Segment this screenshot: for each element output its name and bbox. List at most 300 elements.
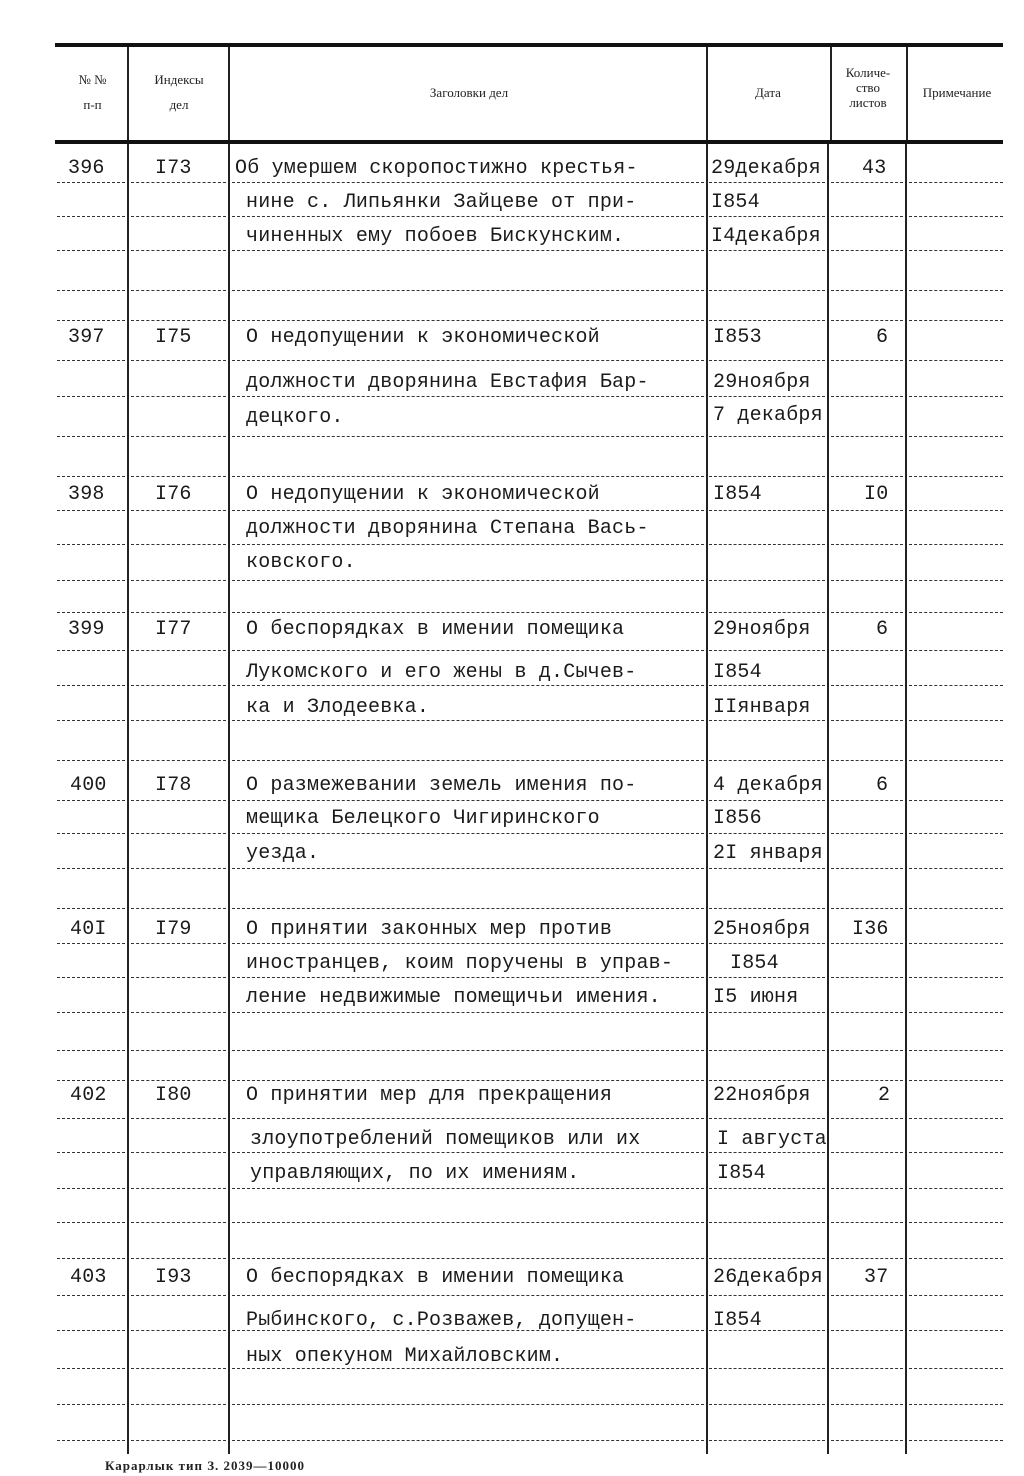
row-date-line: I856 bbox=[713, 807, 762, 830]
ruled-line bbox=[131, 580, 226, 581]
header-count-line1: Количе- bbox=[845, 65, 891, 80]
ruled-line bbox=[232, 800, 704, 801]
row-index: I80 bbox=[155, 1084, 192, 1107]
ruled-line bbox=[709, 1258, 825, 1259]
ruled-line bbox=[909, 1118, 1003, 1119]
row-number: 397 bbox=[68, 326, 105, 349]
header-number bbox=[60, 72, 125, 114]
ruled-line bbox=[831, 250, 903, 251]
ruled-line bbox=[57, 1152, 125, 1153]
header-title: Заголовки дел bbox=[429, 85, 509, 100]
ruled-line bbox=[57, 510, 125, 511]
row-date-line: 29ноября bbox=[713, 371, 811, 394]
row-date-line: 7 декабря bbox=[713, 404, 823, 427]
ruled-line bbox=[909, 250, 1003, 251]
ruled-line bbox=[709, 1152, 825, 1153]
ruled-line bbox=[57, 977, 125, 978]
ruled-line bbox=[131, 290, 226, 291]
ruled-line bbox=[57, 943, 125, 944]
row-sheet-count: 43 bbox=[862, 157, 887, 180]
row-sheet-count: I0 bbox=[864, 483, 889, 506]
row-title-line: О недопущении к экономической bbox=[246, 326, 600, 349]
ruled-line bbox=[831, 1012, 903, 1013]
ruled-line bbox=[909, 580, 1003, 581]
ruled-line bbox=[709, 868, 825, 869]
row-title-line: ных опекуном Михайловским. bbox=[246, 1345, 564, 1368]
ruled-line bbox=[909, 1188, 1003, 1189]
ruled-line bbox=[232, 650, 704, 651]
ruled-line bbox=[57, 250, 125, 251]
ruled-line bbox=[232, 1330, 704, 1331]
ruled-line bbox=[57, 1330, 125, 1331]
ruled-line bbox=[232, 1012, 704, 1013]
ruled-line bbox=[131, 612, 226, 613]
ruled-line bbox=[909, 290, 1003, 291]
ruled-line bbox=[909, 436, 1003, 437]
ruled-line bbox=[831, 216, 903, 217]
ruled-line bbox=[57, 833, 125, 834]
ruled-line bbox=[57, 216, 125, 217]
ruled-line bbox=[131, 396, 226, 397]
row-date-line: 29декабря bbox=[711, 157, 821, 180]
ruled-line bbox=[909, 760, 1003, 761]
ruled-line bbox=[709, 1368, 825, 1369]
ruled-line bbox=[232, 216, 704, 217]
ruled-line bbox=[232, 1222, 704, 1223]
ruled-line bbox=[131, 250, 226, 251]
row-number: 402 bbox=[70, 1084, 107, 1107]
ruled-line bbox=[909, 360, 1003, 361]
ruled-line bbox=[709, 320, 825, 321]
row-title-line: децкого. bbox=[246, 406, 344, 429]
row-index: I76 bbox=[155, 483, 192, 506]
ruled-line bbox=[57, 544, 125, 545]
row-date-line: I854 bbox=[717, 1162, 766, 1185]
row-title-line: О размежевании земель имения по- bbox=[246, 774, 637, 797]
ruled-line bbox=[57, 1118, 125, 1119]
ruled-line bbox=[131, 943, 226, 944]
row-sheet-count: 6 bbox=[876, 774, 889, 797]
ruled-line bbox=[909, 685, 1003, 686]
row-date-line: 4 декабря bbox=[713, 774, 823, 797]
row-title-line: чиненных ему побоев Бискунским. bbox=[246, 225, 625, 248]
header-note: Примечание bbox=[922, 85, 992, 100]
ruled-line bbox=[909, 868, 1003, 869]
ruled-line bbox=[57, 908, 125, 909]
ruled-line bbox=[909, 216, 1003, 217]
ruled-line bbox=[909, 800, 1003, 801]
ruled-line bbox=[709, 290, 825, 291]
header-count-line2: ство bbox=[855, 79, 880, 95]
ruled-line bbox=[709, 943, 825, 944]
ruled-line bbox=[831, 1152, 903, 1153]
ruled-line bbox=[57, 1258, 125, 1259]
ruled-line bbox=[709, 612, 825, 613]
ruled-line bbox=[909, 510, 1003, 511]
row-date-line: I августа bbox=[717, 1128, 827, 1151]
ruled-line bbox=[831, 360, 903, 361]
row-sheet-count: 6 bbox=[876, 618, 889, 641]
row-title-line: О недопущении к экономической bbox=[246, 483, 600, 506]
ruled-line bbox=[831, 1440, 903, 1441]
ruled-line bbox=[831, 977, 903, 978]
ruled-line bbox=[709, 1050, 825, 1051]
ruled-line bbox=[57, 1404, 125, 1405]
ruled-line bbox=[232, 1404, 704, 1405]
ruled-line bbox=[232, 544, 704, 545]
ruled-line bbox=[831, 685, 903, 686]
ruled-line bbox=[831, 510, 903, 511]
ruled-line bbox=[831, 1258, 903, 1259]
ruled-line bbox=[57, 1080, 125, 1081]
ruled-line bbox=[131, 1295, 226, 1296]
ruled-line bbox=[909, 943, 1003, 944]
ruled-line bbox=[131, 720, 226, 721]
row-title-line: ка и Злодеевка. bbox=[246, 696, 430, 719]
column-divider bbox=[127, 47, 129, 140]
ruled-line bbox=[909, 612, 1003, 613]
header-sheet-count bbox=[830, 66, 906, 111]
ruled-line bbox=[909, 182, 1003, 183]
ruled-line bbox=[709, 760, 825, 761]
row-number: 40I bbox=[70, 918, 107, 941]
ruled-line bbox=[909, 1295, 1003, 1296]
ruled-line bbox=[909, 1050, 1003, 1051]
row-date-line: I854 bbox=[730, 952, 779, 975]
row-sheet-count: 37 bbox=[864, 1266, 889, 1289]
column-divider bbox=[827, 144, 829, 1454]
row-date-line: I4декабря bbox=[711, 225, 821, 248]
row-title-line: нине с. Липьянки Зайцеве от при- bbox=[246, 191, 637, 214]
ruled-line bbox=[831, 1404, 903, 1405]
ruled-line bbox=[831, 182, 903, 183]
row-title-line: должности дворянина Степана Вась- bbox=[246, 517, 649, 540]
row-title-line: ковского. bbox=[246, 551, 356, 574]
ruled-line bbox=[709, 800, 825, 801]
ruled-line bbox=[232, 510, 704, 511]
ruled-line bbox=[131, 436, 226, 437]
row-index: I78 bbox=[155, 774, 192, 797]
ruled-line bbox=[232, 760, 704, 761]
ruled-line bbox=[831, 580, 903, 581]
ruled-line bbox=[57, 290, 125, 291]
ruled-line bbox=[57, 320, 125, 321]
ruled-line bbox=[831, 436, 903, 437]
row-title-line: управляющих, по их имениям. bbox=[250, 1162, 580, 1185]
ruled-line bbox=[57, 436, 125, 437]
ruled-line bbox=[831, 1222, 903, 1223]
ruled-line bbox=[709, 1330, 825, 1331]
ruled-line bbox=[232, 436, 704, 437]
ruled-line bbox=[131, 1440, 226, 1441]
header-date: Дата bbox=[755, 85, 781, 100]
ruled-line bbox=[909, 1080, 1003, 1081]
row-title-line: должности дворянина Евстафия Бар- bbox=[246, 371, 649, 394]
ruled-line bbox=[232, 320, 704, 321]
ruled-line bbox=[232, 1050, 704, 1051]
ruled-line bbox=[909, 1368, 1003, 1369]
ruled-line bbox=[831, 1330, 903, 1331]
row-date-line: I853 bbox=[713, 326, 762, 349]
header-index-line2: дел bbox=[169, 96, 189, 112]
ruled-line bbox=[909, 1440, 1003, 1441]
ruled-line bbox=[831, 1050, 903, 1051]
row-title-line: иностранцев, коим поручены в управ- bbox=[246, 952, 674, 975]
ruled-line bbox=[709, 720, 825, 721]
ruled-line bbox=[131, 833, 226, 834]
ruled-line bbox=[131, 1152, 226, 1153]
ruled-line bbox=[131, 1330, 226, 1331]
ruled-line bbox=[831, 320, 903, 321]
ruled-line bbox=[909, 320, 1003, 321]
row-date-line: 2I января bbox=[713, 842, 823, 865]
ruled-line bbox=[57, 360, 125, 361]
ruled-line bbox=[57, 760, 125, 761]
header-index-line1: Индексы bbox=[154, 72, 204, 87]
ruled-line bbox=[709, 1440, 825, 1441]
ruled-line bbox=[57, 612, 125, 613]
ruled-line bbox=[709, 216, 825, 217]
ruled-line bbox=[131, 908, 226, 909]
ruled-line bbox=[232, 868, 704, 869]
ruled-line bbox=[909, 476, 1003, 477]
ruled-line bbox=[131, 977, 226, 978]
ruled-line bbox=[709, 833, 825, 834]
row-date-line: 25ноября bbox=[713, 918, 811, 941]
ruled-line bbox=[831, 720, 903, 721]
ruled-line bbox=[232, 908, 704, 909]
ruled-line bbox=[232, 943, 704, 944]
ruled-line bbox=[909, 650, 1003, 651]
ruled-line bbox=[57, 1222, 125, 1223]
ruled-line bbox=[232, 1295, 704, 1296]
ruled-line bbox=[131, 1222, 226, 1223]
ruled-line bbox=[232, 977, 704, 978]
header-number-line2: п-п bbox=[83, 96, 102, 112]
ruled-line bbox=[131, 1368, 226, 1369]
row-title-line: О беспорядках в имении помещика bbox=[246, 1266, 625, 1289]
row-title-line: О принятии законных мер против bbox=[246, 918, 613, 941]
ruled-line bbox=[709, 396, 825, 397]
row-date-line: 29ноября bbox=[713, 618, 811, 641]
ruled-line bbox=[831, 833, 903, 834]
row-index: I75 bbox=[155, 326, 192, 349]
ruled-line bbox=[232, 1118, 704, 1119]
row-title-line: Рыбинского, с.Розважев, допущен- bbox=[246, 1309, 637, 1332]
ruled-line bbox=[57, 580, 125, 581]
ruled-line bbox=[831, 868, 903, 869]
ruled-line bbox=[709, 250, 825, 251]
header-count-line3: листов bbox=[849, 94, 887, 110]
row-date-line: I854 bbox=[711, 191, 760, 214]
ruled-line bbox=[831, 1118, 903, 1119]
ruled-line bbox=[909, 833, 1003, 834]
ruled-line bbox=[709, 650, 825, 651]
ruled-line bbox=[232, 833, 704, 834]
ruled-line bbox=[909, 396, 1003, 397]
column-divider bbox=[127, 144, 129, 1454]
ruled-line bbox=[232, 1368, 704, 1369]
ruled-line bbox=[709, 1188, 825, 1189]
ruled-line bbox=[232, 612, 704, 613]
ruled-line bbox=[831, 544, 903, 545]
row-number: 403 bbox=[70, 1266, 107, 1289]
row-index: I79 bbox=[155, 918, 192, 941]
ruled-line bbox=[909, 1152, 1003, 1153]
ruled-line bbox=[57, 1012, 125, 1013]
ruled-line bbox=[57, 1295, 125, 1296]
ruled-line bbox=[57, 182, 125, 183]
row-number: 400 bbox=[70, 774, 107, 797]
row-title-line: уезда. bbox=[246, 842, 320, 865]
ruled-line bbox=[232, 1152, 704, 1153]
ruled-line bbox=[709, 1404, 825, 1405]
ruled-line bbox=[232, 720, 704, 721]
ruled-line bbox=[57, 476, 125, 477]
ruled-line bbox=[831, 650, 903, 651]
ruled-line bbox=[909, 977, 1003, 978]
ruled-line bbox=[232, 360, 704, 361]
ruled-line bbox=[232, 1188, 704, 1189]
ruled-line bbox=[709, 685, 825, 686]
row-date-line: 22ноября bbox=[713, 1084, 811, 1107]
ruled-line bbox=[232, 1080, 704, 1081]
row-number: 396 bbox=[68, 157, 105, 180]
row-title-line: О принятии мер для прекращения bbox=[246, 1084, 613, 1107]
ruled-line bbox=[57, 720, 125, 721]
ruled-line bbox=[709, 510, 825, 511]
ruled-line bbox=[57, 396, 125, 397]
ruled-line bbox=[709, 360, 825, 361]
row-date-line: I854 bbox=[713, 1309, 762, 1332]
ruled-line bbox=[831, 943, 903, 944]
ruled-line bbox=[909, 1404, 1003, 1405]
ruled-line bbox=[909, 1012, 1003, 1013]
ruled-line bbox=[831, 476, 903, 477]
ruled-line bbox=[131, 544, 226, 545]
row-date-line: 26декабря bbox=[713, 1266, 823, 1289]
ruled-line bbox=[57, 685, 125, 686]
ruled-line bbox=[909, 720, 1003, 721]
row-number: 398 bbox=[68, 483, 105, 506]
ruled-line bbox=[131, 1404, 226, 1405]
ruled-line bbox=[131, 1258, 226, 1259]
ruled-line bbox=[131, 216, 226, 217]
ruled-line bbox=[131, 650, 226, 651]
ruled-line bbox=[831, 908, 903, 909]
ruled-line bbox=[831, 800, 903, 801]
column-divider bbox=[905, 144, 907, 1454]
ruled-line bbox=[131, 1118, 226, 1119]
ruled-line bbox=[709, 476, 825, 477]
ruled-line bbox=[831, 1188, 903, 1189]
ruled-line bbox=[709, 1222, 825, 1223]
ruled-line bbox=[709, 436, 825, 437]
row-index: I73 bbox=[155, 157, 192, 180]
ruled-line bbox=[57, 1440, 125, 1441]
ruled-line bbox=[232, 685, 704, 686]
row-date-line: I854 bbox=[713, 483, 762, 506]
ruled-line bbox=[709, 182, 825, 183]
ruled-line bbox=[831, 396, 903, 397]
row-title-line: О беспорядках в имении помещика bbox=[246, 618, 625, 641]
row-index: I77 bbox=[155, 618, 192, 641]
row-sheet-count: 2 bbox=[878, 1084, 891, 1107]
ruled-line bbox=[232, 1258, 704, 1259]
ruled-line bbox=[131, 510, 226, 511]
ruled-line bbox=[57, 868, 125, 869]
ruled-line bbox=[709, 1295, 825, 1296]
column-divider bbox=[706, 144, 708, 1454]
ruled-line bbox=[831, 290, 903, 291]
ruled-line bbox=[232, 290, 704, 291]
row-title-line: злоупотреблений помещиков или их bbox=[250, 1128, 641, 1151]
ruled-line bbox=[57, 1368, 125, 1369]
ruled-line bbox=[57, 650, 125, 651]
ruled-line bbox=[131, 360, 226, 361]
ruled-line bbox=[831, 1080, 903, 1081]
ruled-line bbox=[131, 476, 226, 477]
ruled-line bbox=[131, 685, 226, 686]
ruled-line bbox=[232, 250, 704, 251]
ruled-line bbox=[909, 908, 1003, 909]
header-bottom-rule bbox=[55, 140, 1003, 144]
header-number-line1: № № bbox=[78, 72, 107, 87]
ruled-line bbox=[909, 1258, 1003, 1259]
ruled-line bbox=[57, 1188, 125, 1189]
ruled-line bbox=[57, 800, 125, 801]
ruled-line bbox=[831, 1368, 903, 1369]
row-title-line: Об умершем скоропостижно крестья- bbox=[235, 157, 638, 180]
ruled-line bbox=[831, 612, 903, 613]
ruled-line bbox=[709, 1012, 825, 1013]
ruled-line bbox=[831, 760, 903, 761]
ruled-line bbox=[709, 908, 825, 909]
ruled-line bbox=[909, 1222, 1003, 1223]
ruled-line bbox=[232, 1440, 704, 1441]
ruled-line bbox=[709, 544, 825, 545]
row-title-line: мещика Белецкого Чигиринского bbox=[246, 807, 600, 830]
row-sheet-count: I36 bbox=[852, 918, 889, 941]
ruled-line bbox=[131, 1012, 226, 1013]
ruled-line bbox=[709, 580, 825, 581]
ruled-line bbox=[232, 396, 704, 397]
row-number: 399 bbox=[68, 618, 105, 641]
ruled-line bbox=[709, 1080, 825, 1081]
row-sheet-count: 6 bbox=[876, 326, 889, 349]
ruled-line bbox=[131, 800, 226, 801]
row-date-line: I854 bbox=[713, 661, 762, 684]
row-title-line: Лукомского и его жены в д.Сычев- bbox=[246, 661, 637, 684]
ruled-line bbox=[909, 544, 1003, 545]
ruled-line bbox=[831, 1295, 903, 1296]
column-divider bbox=[228, 144, 230, 1454]
column-divider bbox=[228, 47, 230, 140]
ruled-line bbox=[131, 320, 226, 321]
ruled-line bbox=[232, 580, 704, 581]
ruled-line bbox=[232, 182, 704, 183]
ruled-line bbox=[131, 868, 226, 869]
row-index: I93 bbox=[155, 1266, 192, 1289]
ruled-line bbox=[709, 1118, 825, 1119]
ruled-line bbox=[709, 977, 825, 978]
row-date-line: I5 июня bbox=[713, 986, 799, 1009]
ruled-line bbox=[131, 760, 226, 761]
header-top-rule bbox=[55, 43, 1003, 47]
row-title-line: ление недвижимые помещичьи имения. bbox=[246, 986, 661, 1009]
ruled-line bbox=[131, 1050, 226, 1051]
ruled-line bbox=[57, 1050, 125, 1051]
